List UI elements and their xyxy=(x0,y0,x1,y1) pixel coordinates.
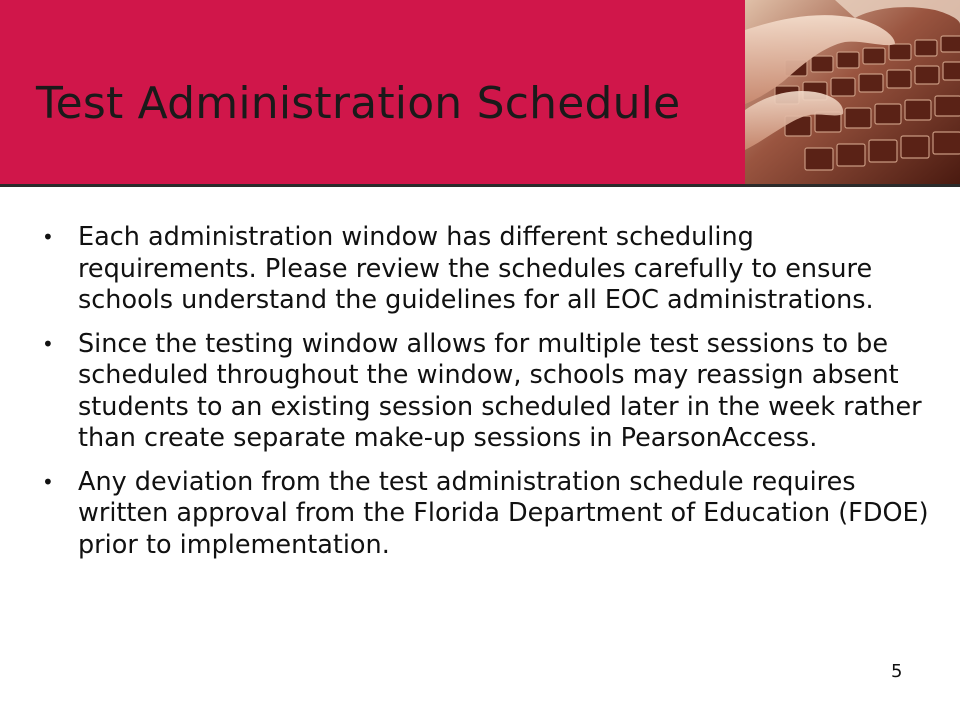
keyboard-hands-photo xyxy=(745,0,960,184)
slide-title: Test Administration Schedule xyxy=(36,78,681,129)
bullet-item xyxy=(30,329,935,455)
bullet-text: Any deviation from the test administration schedule requires written approval from the Florida Department of Education (FDOE) prior to implementation. xyxy=(78,466,929,560)
header-divider xyxy=(0,184,960,187)
bullet-item xyxy=(30,467,935,562)
title-banner xyxy=(0,0,745,184)
bullet-dot-icon: • xyxy=(42,225,54,249)
bullet-text: Each administration window has different scheduling requirements. Please review the schedules carefully to ensure schools understand the guidelines for all EOC administrations. xyxy=(78,222,874,315)
bullet-dot-icon: • xyxy=(42,469,54,494)
page-number: 5 xyxy=(891,661,903,682)
bullet-list xyxy=(30,222,935,573)
bullet-item xyxy=(30,222,935,317)
bullet-text: Since the testing window allows for multiple test sessions to be scheduled throughout the window, schools may reassign absent students to an existing session scheduled later in the week rather than create separate make-up sessions in PearsonAccess. xyxy=(78,328,922,453)
bullet-dot-icon: • xyxy=(42,331,54,356)
